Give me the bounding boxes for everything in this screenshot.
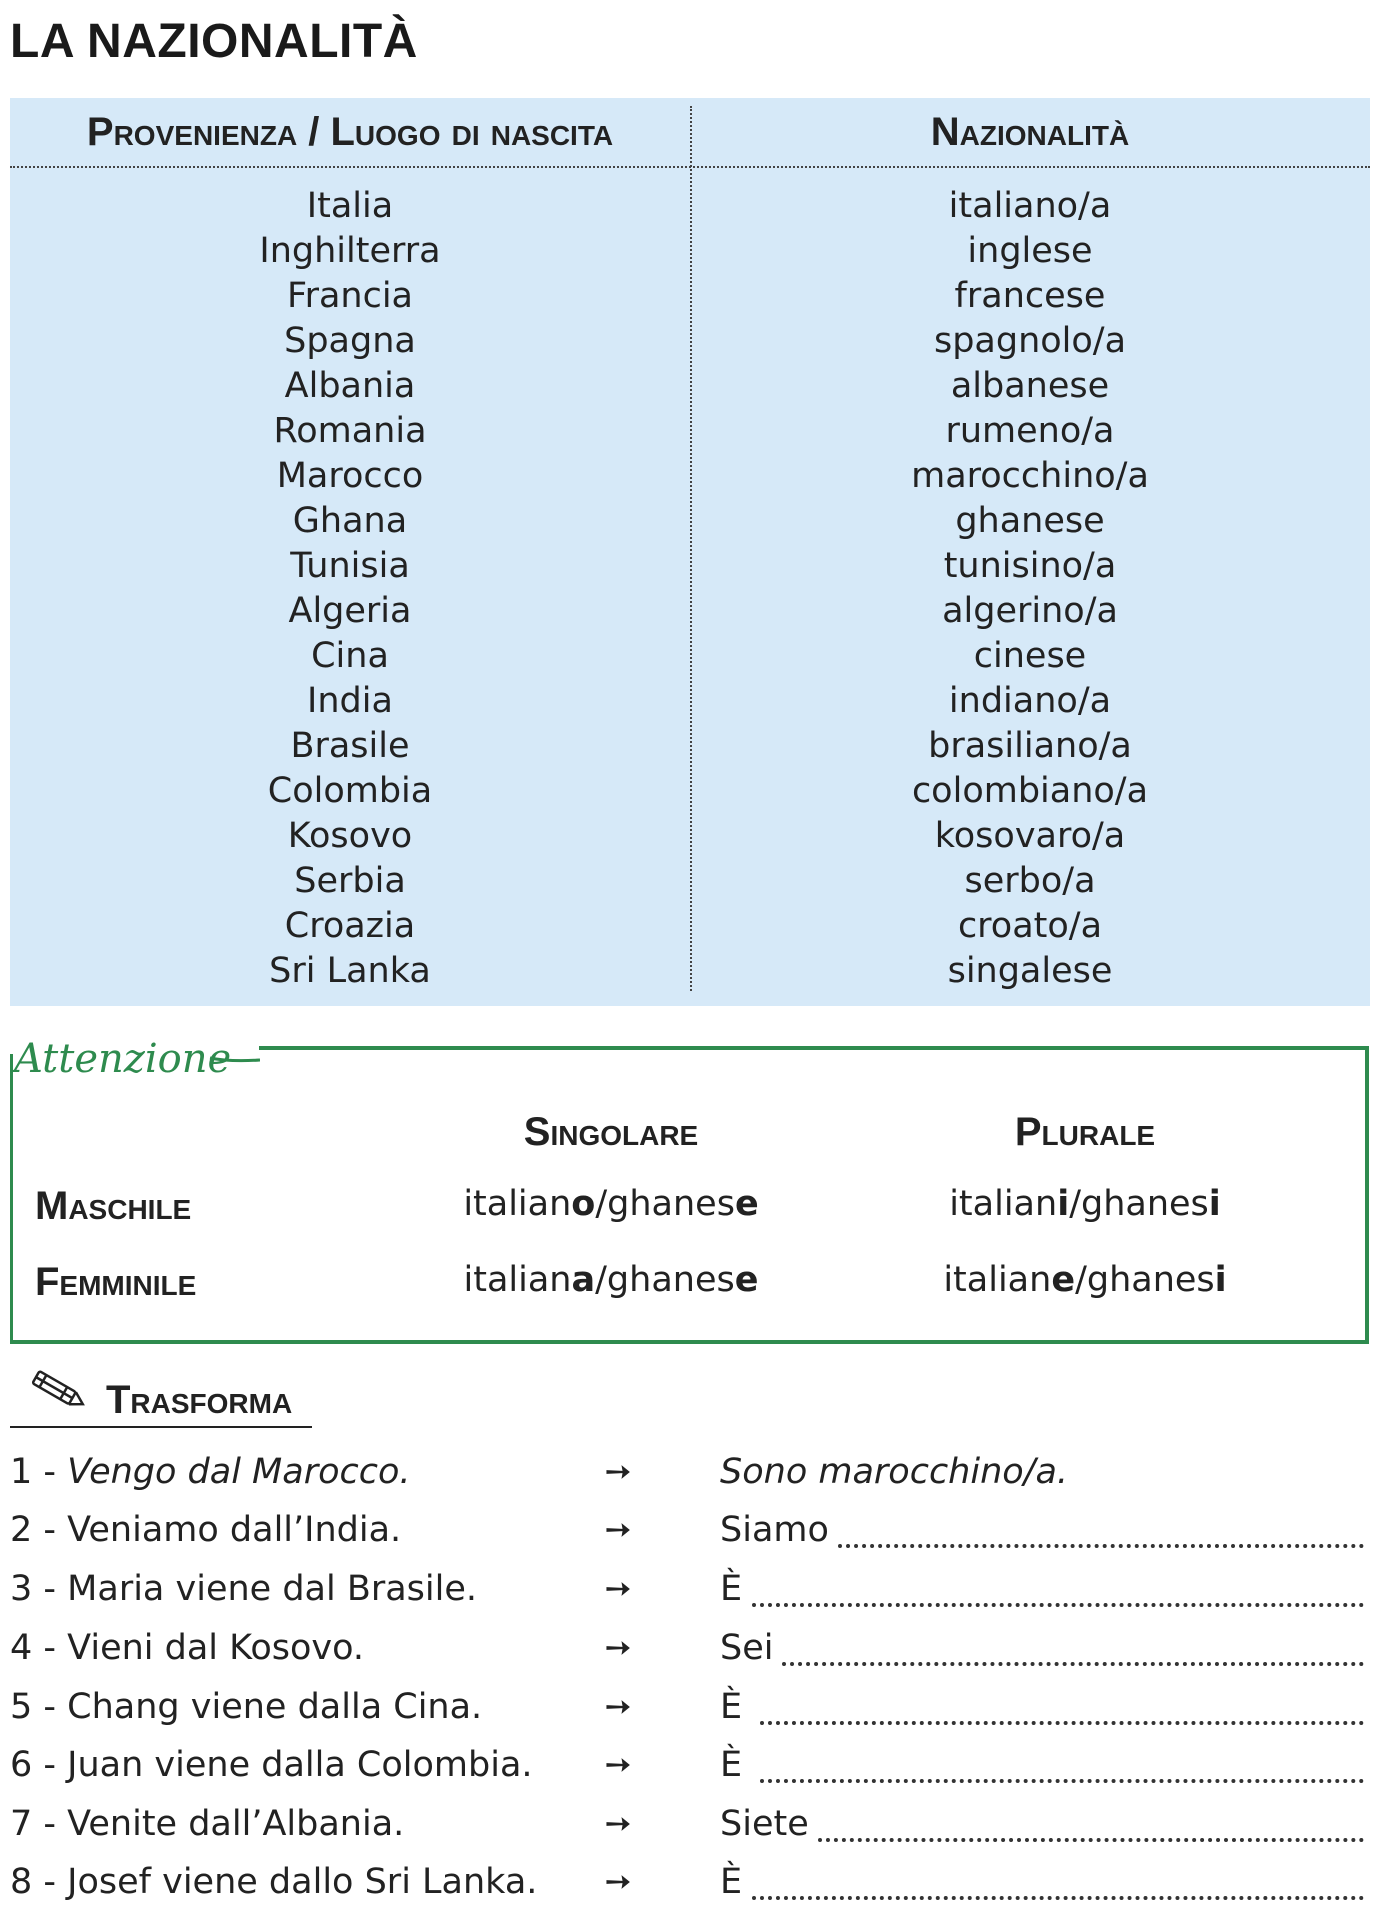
arrow-right-icon: ➙ <box>604 1862 632 1900</box>
exercise-sentence: Chang viene dalla Cina. <box>67 1687 483 1727</box>
answer-blank-line[interactable] <box>782 1662 1364 1666</box>
exercise-number: 4 - <box>10 1628 57 1668</box>
nationality-list <box>690 184 1370 994</box>
country-item: Romania <box>273 411 427 451</box>
attenzione-box <box>10 1046 1369 1344</box>
nationality-item: singalese <box>947 951 1113 991</box>
exercise-number: 6 - <box>10 1745 57 1785</box>
column-header-nationality: Nazionalità <box>930 110 1130 154</box>
answer-blank-line[interactable] <box>818 1838 1364 1842</box>
section-title-trasforma: Trasforma <box>106 1378 293 1422</box>
header-plural: Plurale <box>1014 1110 1156 1154</box>
attenzione-handwritten-logo <box>10 1028 260 1088</box>
answer-blank-line[interactable] <box>760 1779 1364 1783</box>
title-underline <box>10 1426 312 1428</box>
exercise-number: 1 - <box>10 1452 57 1492</box>
feminine-singular: italiana/ghanese <box>463 1260 759 1300</box>
page-title: LA NAZIONALITÀ <box>10 15 418 68</box>
header-singular: Singolare <box>523 1110 699 1154</box>
country-item: Francia <box>286 276 414 316</box>
exercise-prompt <box>10 1862 537 1902</box>
country-item: Brasile <box>290 726 410 766</box>
country-list <box>10 184 690 994</box>
row-label-feminine: Femminile <box>35 1260 197 1304</box>
arrow-right-icon: ➙ <box>604 1452 632 1490</box>
exercise-answer: È <box>720 1569 743 1609</box>
exercise-answer: Sei <box>720 1628 774 1668</box>
exercise-sentence: Juan viene dalla Colombia. <box>67 1745 533 1785</box>
answer-blank-line[interactable] <box>760 1721 1364 1725</box>
country-item: Albania <box>284 366 416 406</box>
exercise-number: 8 - <box>10 1862 57 1902</box>
exercise-sentence: Venite dall’Albania. <box>67 1804 405 1844</box>
exercise-row <box>0 1452 1380 1502</box>
exercise-answer: Sono marocchino/a. <box>720 1452 1069 1492</box>
exercise-prompt <box>10 1804 404 1844</box>
exercise-row <box>0 1687 1380 1737</box>
nationality-table <box>10 98 1370 1006</box>
nationality-item: tunisino/a <box>943 546 1117 586</box>
exercise-prompt <box>10 1628 364 1668</box>
nationality-item: croato/a <box>957 906 1103 946</box>
exercise-prompt <box>10 1687 482 1727</box>
nationality-item: francese <box>954 276 1106 316</box>
country-item: Tunisia <box>290 546 410 586</box>
arrow-right-icon: ➙ <box>604 1510 632 1548</box>
nationality-item: ghanese <box>955 501 1105 541</box>
country-item: Sri Lanka <box>269 951 431 991</box>
exercise-prompt <box>10 1452 411 1492</box>
arrow-right-icon: ➙ <box>604 1745 632 1783</box>
exercise-answer: Siamo <box>720 1510 829 1550</box>
exercise-sentence: Veniamo dall’India. <box>67 1510 402 1550</box>
nationality-item: algerino/a <box>942 591 1118 631</box>
exercise-number: 2 - <box>10 1510 57 1550</box>
country-item: Spagna <box>284 321 416 361</box>
exercise-answer: È <box>720 1687 743 1727</box>
nationality-item: spagnolo/a <box>933 321 1127 361</box>
country-item: Serbia <box>294 861 406 901</box>
exercise-answer: È <box>720 1862 743 1902</box>
nationality-item: italiano/a <box>948 186 1112 226</box>
country-item: Cina <box>311 636 389 676</box>
nationality-item: albanese <box>950 366 1110 406</box>
exercise-row <box>0 1862 1380 1912</box>
exercise-row <box>0 1804 1380 1854</box>
masculine-singular: italiano/ghanese <box>463 1184 759 1224</box>
country-item: India <box>307 681 393 721</box>
row-label-masculine: Maschile <box>35 1184 192 1228</box>
exercise-row <box>0 1628 1380 1678</box>
nationality-item: serbo/a <box>964 861 1096 901</box>
country-item: Italia <box>306 186 394 226</box>
exercise-sentence: Maria viene dal Brasile. <box>67 1569 478 1609</box>
country-item: Algeria <box>288 591 412 631</box>
exercise-answer: È <box>720 1745 743 1785</box>
arrow-right-icon: ➙ <box>604 1628 632 1666</box>
country-item: Marocco <box>276 456 424 496</box>
answer-blank-line[interactable] <box>838 1544 1364 1548</box>
exercise-row <box>0 1745 1380 1795</box>
column-header-origin: Provenienza / Luogo di nascita <box>86 110 614 154</box>
pencil-icon <box>24 1366 92 1416</box>
feminine-plural: italiane/ghanesi <box>943 1260 1227 1300</box>
country-item: Croazia <box>284 906 416 946</box>
exercise-prompt <box>10 1510 401 1550</box>
answer-blank-line[interactable] <box>752 1603 1364 1607</box>
exercise-answer: Siete <box>720 1804 809 1844</box>
exercise-prompt <box>10 1745 533 1785</box>
arrow-right-icon: ➙ <box>604 1569 632 1607</box>
nationality-item: colombiano/a <box>911 771 1149 811</box>
exercise-row <box>0 1510 1380 1560</box>
nationality-item: marocchino/a <box>911 456 1149 496</box>
country-item: Kosovo <box>287 816 413 856</box>
country-item: Ghana <box>292 501 408 541</box>
exercise-sentence: Josef viene dallo Sri Lanka. <box>67 1862 538 1902</box>
exercise-row <box>0 1569 1380 1619</box>
arrow-right-icon: ➙ <box>604 1804 632 1842</box>
exercise-sentence: Vengo dal Marocco. <box>67 1452 411 1492</box>
nationality-item: cinese <box>973 636 1087 676</box>
nationality-item: inglese <box>967 231 1093 271</box>
arrow-right-icon: ➙ <box>604 1687 632 1725</box>
exercise-number: 5 - <box>10 1687 57 1727</box>
nationality-item: brasiliano/a <box>928 726 1132 766</box>
country-item: Inghilterra <box>259 231 441 271</box>
answer-blank-line[interactable] <box>752 1896 1364 1900</box>
country-item: Colombia <box>267 771 433 811</box>
masculine-plural: italiani/ghanesi <box>949 1184 1221 1224</box>
exercise-number: 7 - <box>10 1804 57 1844</box>
exercise-sentence: Vieni dal Kosovo. <box>67 1628 365 1668</box>
attenzione-label: Attenzione <box>14 1036 232 1082</box>
nationality-item: rumeno/a <box>945 411 1115 451</box>
exercise-number: 3 - <box>10 1569 57 1609</box>
nationality-item: kosovaro/a <box>934 816 1126 856</box>
exercise-prompt <box>10 1569 477 1609</box>
nationality-item: indiano/a <box>948 681 1112 721</box>
